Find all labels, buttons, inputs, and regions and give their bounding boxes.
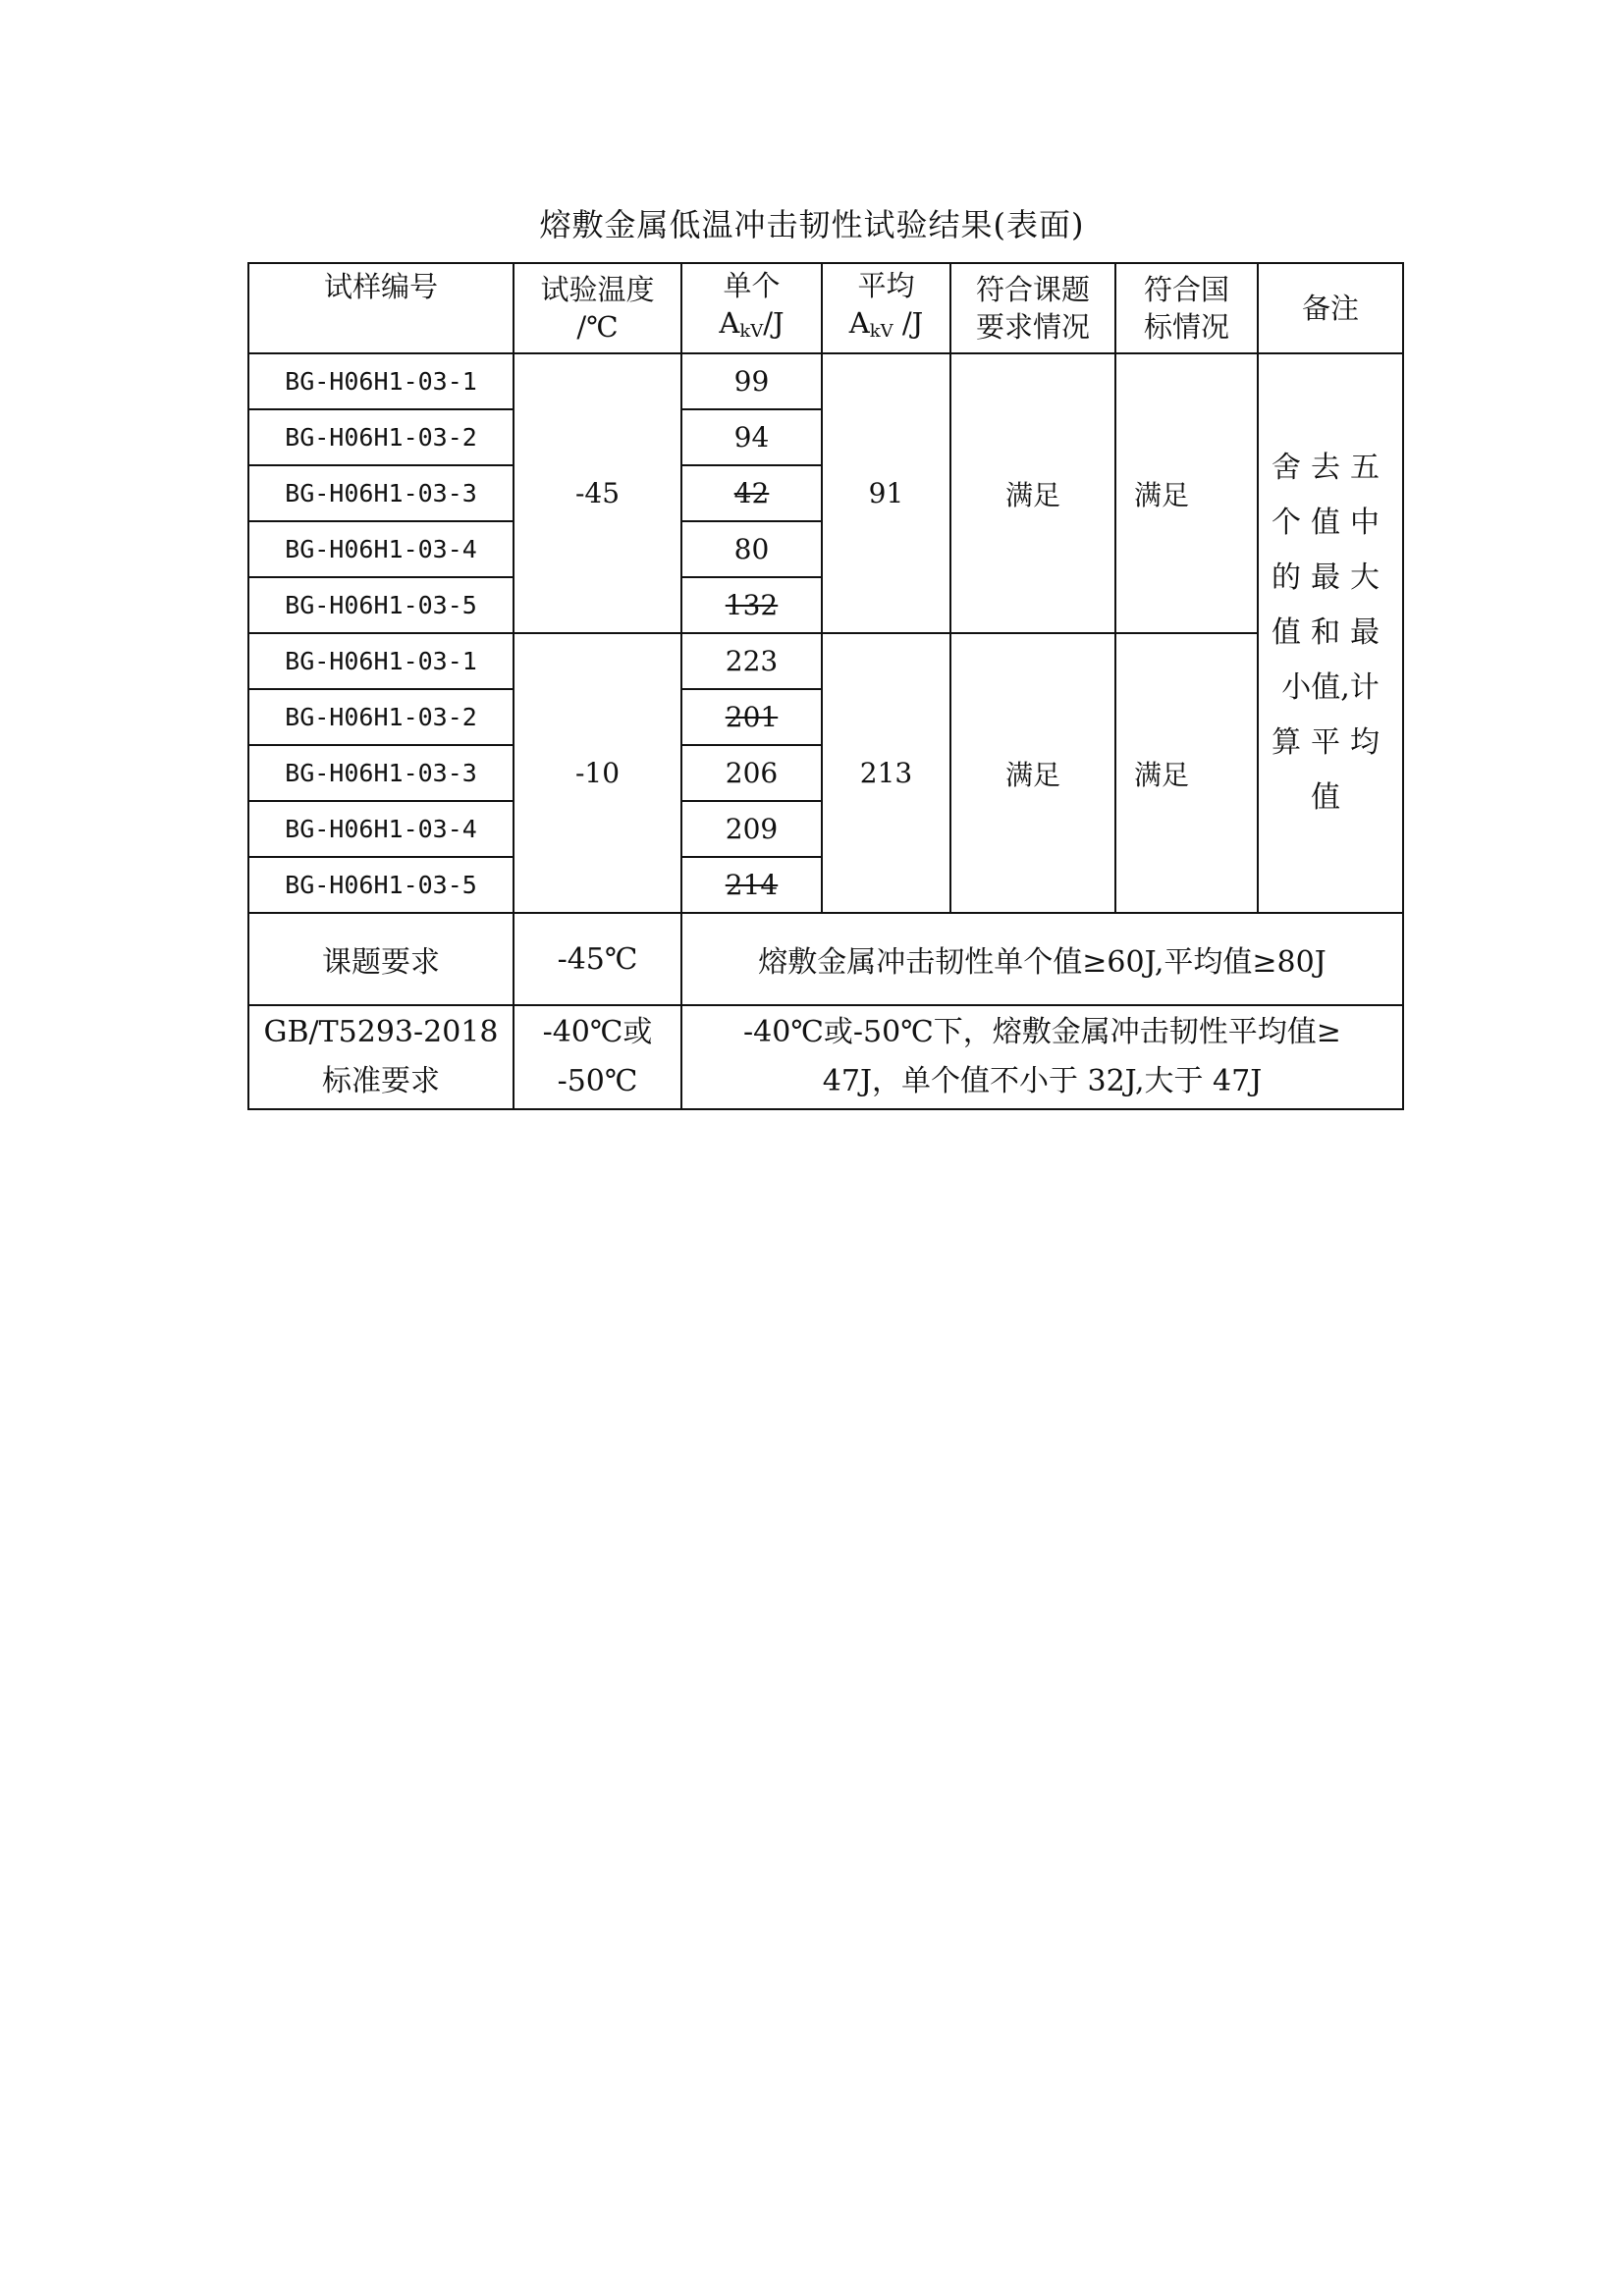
sample-id-cell: BG-H06H1-03-1 <box>248 633 514 689</box>
note-line: 舍去五 <box>1272 451 1389 485</box>
header-row <box>248 263 1403 353</box>
header-test-temperature: 试验温度 /℃ <box>514 263 681 353</box>
single-value-cell-struck: 214 <box>681 857 822 913</box>
header-sample-id: 试样编号 <box>248 263 514 353</box>
single-value-cell: 99 <box>681 353 822 409</box>
note-line: 算平均 <box>1272 725 1389 760</box>
note-cell <box>1258 353 1403 913</box>
header-single-value: 单个 $A_{kV}/J$ <box>681 263 822 353</box>
average-value-cell: 91 <box>822 353 950 633</box>
sample-id-cell: BG-H06H1-03-5 <box>248 577 514 633</box>
header-average-value: 平均 $A_{kV}$ /J <box>822 263 950 353</box>
sample-id-cell: BG-H06H1-03-3 <box>248 465 514 521</box>
temperature-cell: -45 <box>514 353 681 633</box>
sample-id-cell: BG-H06H1-03-4 <box>248 521 514 577</box>
single-value-cell: 209 <box>681 801 822 857</box>
single-value-cell-struck: 42 <box>681 465 822 521</box>
sample-id-cell: BG-H06H1-03-2 <box>248 409 514 465</box>
single-value-cell: 223 <box>681 633 822 689</box>
average-value-cell: 213 <box>822 633 950 913</box>
temperature-cell: -10 <box>514 633 681 913</box>
note-line: 值和最 <box>1272 615 1389 650</box>
gb-requirement-label: GB/T5293-2018 标准要求 <box>248 1005 514 1109</box>
gb-requirement-text: -40℃或-50℃下，熔敷金属冲击韧性平均值≥ 47J，单个值不小于 32J,大于 47J <box>681 1005 1403 1109</box>
note-line: 个值中 <box>1272 506 1389 540</box>
header-meets-project: 符合课题 要求情况 <box>950 263 1115 353</box>
single-value-cell: 80 <box>681 521 822 577</box>
gb-requirement-row <box>248 1005 1403 1109</box>
table-row <box>248 633 1403 689</box>
meets-gb-cell: 满足 <box>1115 353 1258 633</box>
table-row <box>248 353 1403 409</box>
impact-results-table <box>247 262 1404 1110</box>
header-note: 备注 <box>1258 263 1403 353</box>
sample-id-cell: BG-H06H1-03-2 <box>248 689 514 745</box>
sample-id-cell: BG-H06H1-03-3 <box>248 745 514 801</box>
single-value-cell: 94 <box>681 409 822 465</box>
meets-project-cell: 满足 <box>950 633 1115 913</box>
meets-project-cell: 满足 <box>950 353 1115 633</box>
note-line: 小值,计 <box>1281 670 1380 705</box>
single-value-cell: 206 <box>681 745 822 801</box>
single-value-cell-struck: 201 <box>681 689 822 745</box>
sample-id-cell: BG-H06H1-03-4 <box>248 801 514 857</box>
project-requirement-temperature: -45℃ <box>514 913 681 1005</box>
table-title: 熔敷金属低温冲击韧性试验结果(表面) <box>539 206 1085 243</box>
gb-requirement-temperature: -40℃或 -50℃ <box>514 1005 681 1109</box>
header-meets-gb: 符合国 标情况 <box>1115 263 1258 353</box>
project-requirement-row <box>248 913 1403 1005</box>
meets-gb-cell: 满足 <box>1115 633 1258 913</box>
single-value-cell-struck: 132 <box>681 577 822 633</box>
sample-id-cell: BG-H06H1-03-5 <box>248 857 514 913</box>
note-line: 的最大 <box>1272 561 1389 595</box>
sample-id-cell: BG-H06H1-03-1 <box>248 353 514 409</box>
note-line: 值 <box>1311 780 1350 815</box>
project-requirement-label: 课题要求 <box>248 913 514 1005</box>
project-requirement-text: 熔敷金属冲击韧性单个值≥60J,平均值≥80J <box>681 913 1403 1005</box>
